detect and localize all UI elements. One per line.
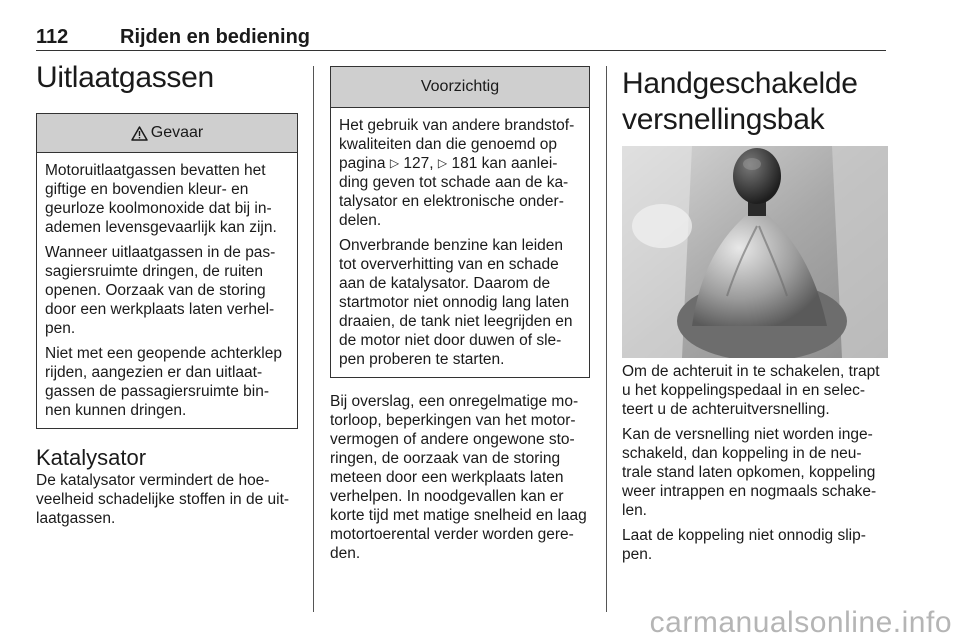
gear-shift-illustration <box>622 146 888 358</box>
page-ref-arrow-icon: ▷ <box>389 156 400 170</box>
danger-paragraph: Niet met een geopende achterklep rijden, aangezien er dan uitlaat-gassen de passagiersruimte bin-nen kunnen dringen. <box>45 345 282 419</box>
page-reference-link[interactable]: 181 <box>451 155 478 172</box>
body-paragraph: Kan de versnelling niet worden inge-schakeld, dan koppeling in de neu-trale stand laten opkomen, koppeling weer intrappen en nogmaals schake-len. <box>622 426 877 519</box>
page-ref-arrow-icon: ▷ <box>437 156 448 170</box>
page-reference-link[interactable]: 127 <box>403 155 430 172</box>
danger-box <box>36 113 298 429</box>
section-title-uitlaatgassen: Uitlaatgassen <box>36 61 214 94</box>
column-divider <box>606 66 607 612</box>
body-paragraph: Laat de koppeling niet onnodig slip-pen. <box>622 527 866 563</box>
column-middle <box>330 66 590 563</box>
column-right <box>622 66 888 563</box>
page-header <box>36 26 886 50</box>
body-paragraph: De katalysator vermindert de hoe-veelheid schadelijke stoffen in de uit-laatgassen. <box>36 472 290 527</box>
column-divider <box>313 66 314 612</box>
body-paragraph: Om de achteruit in te schakelen, trapt u het koppelingspedaal in en selec-teert u de achteruitversnelling. <box>622 363 880 418</box>
caution-label: Voorzichtig <box>420 78 500 95</box>
watermark: carmanualsonline.info <box>649 606 952 639</box>
section-title-versnellingsbak: Handgeschakelde versnellingsbak <box>622 67 858 136</box>
caution-box-heading <box>331 67 589 108</box>
danger-box-body <box>37 153 297 428</box>
gear-shift-photo <box>622 146 888 358</box>
header-rule <box>36 50 886 51</box>
body-paragraph: Bij overslag, een onregelmatige mo-torloop, beperkingen van het motor-vermogen of andere ongewone sto-ringen, de oorzaak van de storing meteen door een werkplaats laten verhelpen. In noodgevallen kan er korte tijd met matige snelheid en laag motortoerental verder worden gere-den. <box>330 393 587 562</box>
caution-paragraph: Het gebruik van andere brandstof-kwaliteiten dan die genoemd op pagina ▷ 127, ▷ 181 kan aanlei-ding geven tot schade aan de ka-talysator en elektronische onder-delen. <box>339 117 575 229</box>
danger-paragraph: Wanneer uitlaatgassen in de pas-sagiersruimte dringen, de ruiten openen. Oorzaak van de storing door een werkplaats laten verhel-pen. <box>45 244 276 337</box>
warning-triangle-icon <box>131 126 148 141</box>
caution-paragraph: Onverbrande benzine kan leiden tot oververhitting van en schade aan de katalysator. Daarom de startmotor niet onnodig lang laten draaien, de tank niet leegrijden en de motor niet door duwen of sle-pen proberen te starten. <box>339 237 573 368</box>
page-number: 112 <box>36 26 69 48</box>
gearbox-text <box>622 362 888 564</box>
danger-paragraph: Motoruitlaatgassen bevatten het giftige en bovendien kleur- en geurloze koolmonoxide dat bij in-ademen levensgevaarlijk kan zijn. <box>45 162 277 236</box>
column-left <box>36 60 298 528</box>
danger-box-heading <box>37 114 297 153</box>
chapter-title: Rijden en bediening <box>120 26 311 48</box>
caution-box-body <box>331 108 589 377</box>
danger-label: Gevaar <box>150 124 204 141</box>
section-title-katalysator: Katalysator <box>36 445 147 470</box>
caution-box <box>330 66 590 378</box>
